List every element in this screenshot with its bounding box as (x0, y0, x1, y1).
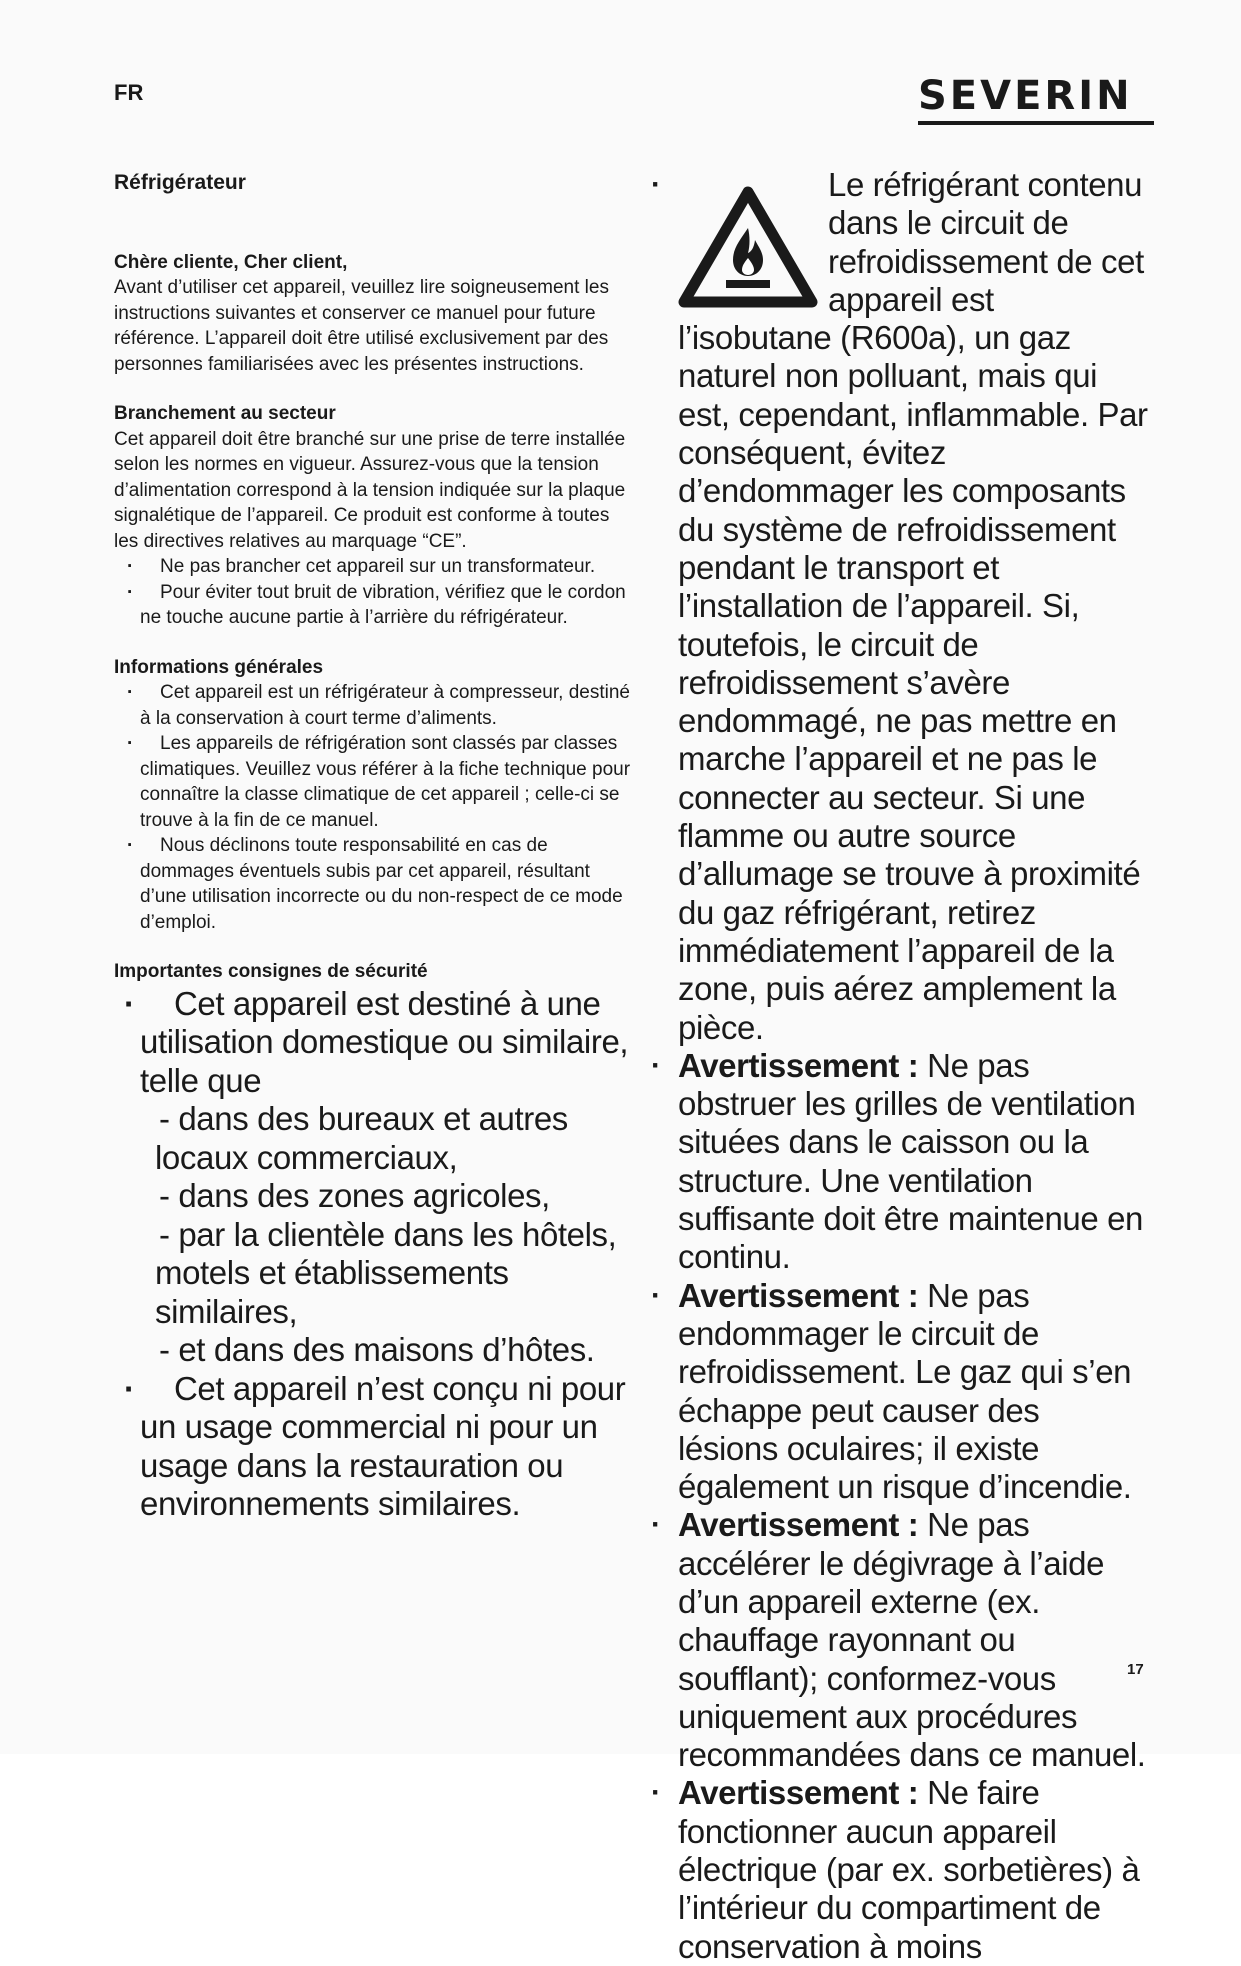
bullet-dot: · (127, 581, 134, 603)
language-code: FR (114, 80, 144, 105)
brand-underline (918, 121, 1154, 125)
mains-paragraph: Cet appareil doit être branché sur une prise de terre installée selon les normes en vigueur. Assurez-vous que la tension d’alimentation correspond à la tension indiquée sur la plaque signalétique de l’appareil. Ce produit est conforme à toutes les directives relatives au marquage “CE”. (114, 428, 626, 552)
list-item (114, 580, 634, 631)
mains-bullet-2: Pour éviter tout bruit de vibration, vérifiez que le cordon ne touche aucune partie à l’arrière du réfrigérateur. (140, 581, 626, 628)
warning-label: Avertissement : (678, 1506, 919, 1544)
general-heading: Informations générales (114, 656, 324, 678)
bullet-dot: · (651, 1776, 661, 1810)
bullet-dot: · (651, 1048, 661, 1082)
safety-bullet-1: Cet appareil est destiné à une utilisation domestique ou similaire, telle que (140, 984, 629, 1099)
bullet-dot: · (127, 556, 134, 577)
safety-bullet-2: Cet appareil n’est conçu ni pour un usage commercial ni pour un usage dans la restauration ou environnements similaires. (140, 1369, 626, 1522)
bullet-dot: · (651, 168, 661, 201)
warning-item (651, 1046, 1148, 1277)
right-column (651, 166, 1148, 1966)
list-item (114, 554, 634, 580)
general-bullet-3: Nous déclinons toute responsabilité en cas de dommages éventuels subis par cet appareil, résultant d’une utilisation incorrecte ou du non-respect de ce mode d’emploi. (140, 835, 623, 933)
warning-label: Avertissement : (678, 1774, 919, 1812)
safety-block (114, 985, 634, 1524)
bullet-dot: · (127, 682, 134, 703)
warning-text: Ne faire fonctionner aucun appareil électrique (par ex. sorbetières) à l’intérieur du compartiment de conservation à moins (678, 1774, 1140, 1965)
bullet-dot: · (651, 1508, 661, 1542)
list-item (114, 833, 634, 935)
bullet-dot: · (127, 835, 134, 856)
safety-sub-item: - dans des bureaux et autres locaux commerciaux, (155, 1100, 568, 1176)
list-item (114, 985, 634, 1101)
bullet-dot: · (127, 733, 134, 754)
mains-heading: Branchement au secteur (114, 403, 336, 424)
warning-label: Avertissement : (678, 1046, 919, 1084)
brand-logo (918, 74, 1156, 128)
safety-sub-item: - et dans des maisons d’hôtes. (159, 1331, 595, 1368)
safety-heading: Importantes consignes de sécurité (114, 961, 428, 982)
refrigerant-item (651, 166, 1148, 1047)
page-number: 17 (1127, 1661, 1144, 1678)
flammable-warning-icon (678, 184, 818, 312)
warning-label: Avertissement : (678, 1276, 919, 1314)
safety-sub-item: - par la clientèle dans les hôtels, motels et établissements similaires, (155, 1215, 617, 1330)
list-item (114, 680, 634, 731)
mains-bullet-1: Ne pas brancher cet appareil sur un transformateur. (160, 556, 596, 577)
warning-text: Ne pas obstruer les grilles de ventilation situées dans le caisson ou la structure. Une ventilation suffisante doit être maintenue en continu. (678, 1046, 1144, 1276)
greeting: Chère cliente, Cher client, (114, 251, 348, 273)
warning-text: Ne pas accélérer le dégivrage à l’aide d’un appareil externe (ex. chauffage rayonnant ou soufflant); conformez-vous uniquement aux procédures recommandées dans ce manuel. (678, 1506, 1146, 1774)
document-title: Réfrigérateur (114, 171, 246, 194)
general-bullet-1: Cet appareil est un réfrigérateur à compresseur, destiné à la conservation à court terme d’aliments. (140, 682, 630, 729)
brand-name: SEVERIN (918, 73, 1133, 119)
bullet-dot: · (651, 1278, 661, 1312)
general-bullet-2: Les appareils de réfrigération sont classés par classes climatiques. Veuillez vous référer à la fiche technique pour connaître la classe climatique de cet appareil ; celle-ci se trouve à la fin de ce manuel. (140, 733, 631, 831)
refrigerant-text: Le réfrigérant contenu dans le circuit de refroidissement de cet appareil est l’isobutane (R600a), un gaz naturel non polluant, mais qui est, cependant, inflammable. Par conséquent, évitez d’endommager les composants du système de refroidissement pendant le transport et l’installation de l’appareil. Si, toutefois, le circuit de refroidissement s’avère endommagé, ne pas mettre en marche l’appareil et ne pas le connecter au secteur. Si une flamme ou autre source d’allumage se trouve à proximité du gaz réfrigérant, retirez immédiatement l’appareil de la zone, puis aérez amplement la pièce. (678, 166, 1148, 1046)
warning-item (651, 1774, 1148, 1965)
bullet-dot: · (124, 1369, 135, 1407)
intro-paragraph: Avant d’utiliser cet appareil, veuillez lire soigneusement les instructions suivantes et conserver ce manuel pour future référence. L’appareil doit être utilisé exclusivement par des personnes familiarisées avec les présentes instructions. (114, 277, 609, 375)
left-column (114, 170, 634, 1524)
safety-sub-item: - dans des zones agricoles, (159, 1177, 550, 1214)
warning-item (651, 1506, 1148, 1774)
list-item (114, 731, 634, 833)
warning-item (651, 1276, 1148, 1507)
warning-text: Ne pas endommager le circuit de refroidissement. Le gaz qui s’en échappe peut causer des lésions oculaires; il existe également un risque d’incendie. (678, 1276, 1132, 1506)
bullet-dot: · (124, 984, 135, 1022)
list-item (114, 1370, 634, 1524)
